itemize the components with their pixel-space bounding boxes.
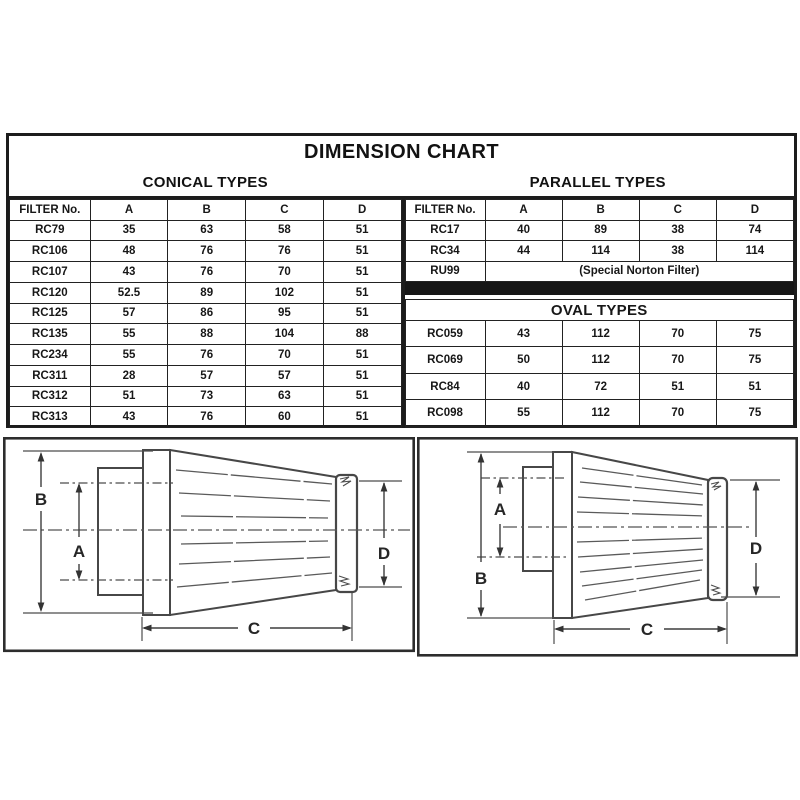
cell-a: 51 xyxy=(90,386,168,407)
section-title-conical: CONICAL TYPES xyxy=(142,174,268,191)
special-filter-note: (Special Norton Filter) xyxy=(485,261,793,282)
cell-filter-no: RC125 xyxy=(10,303,91,324)
cell-filter-no: RC312 xyxy=(10,386,91,407)
dim-label-c: C xyxy=(640,620,654,639)
parallel-oval-section xyxy=(402,199,795,428)
cell-c: 70 xyxy=(639,400,716,426)
table-row xyxy=(405,347,794,373)
conical-filter-diagram-2 xyxy=(417,437,798,658)
cell-d: 75 xyxy=(716,400,793,426)
cell-a: 40 xyxy=(485,220,562,241)
cell-d: 75 xyxy=(716,321,793,347)
table-row xyxy=(10,365,402,386)
cell-c: 63 xyxy=(246,386,324,407)
cone-body xyxy=(572,452,708,618)
header-filter-no: FILTER No. xyxy=(405,200,485,221)
cell-c: 58 xyxy=(246,220,324,241)
dim-label-b: B xyxy=(474,569,488,588)
cell-b: 76 xyxy=(168,241,246,262)
oval-title-row xyxy=(405,300,794,321)
cell-filter-no: RC120 xyxy=(10,282,91,303)
cell-c: 38 xyxy=(639,220,716,241)
cell-c: 70 xyxy=(639,347,716,373)
empty-filler-row xyxy=(405,426,794,427)
dim-label-d: D xyxy=(749,539,763,558)
cell-c: 70 xyxy=(639,321,716,347)
cell-filter-no: RC059 xyxy=(405,321,485,347)
cell-filter-no: RC098 xyxy=(405,400,485,426)
table-row xyxy=(10,241,402,262)
cell-b: 86 xyxy=(168,303,246,324)
header-a: A xyxy=(90,200,168,221)
header-d: D xyxy=(323,200,401,221)
oval-section xyxy=(405,299,795,428)
mounting-flange xyxy=(553,452,572,618)
dim-label-d: D xyxy=(377,544,391,563)
dim-label-b: B xyxy=(34,490,48,509)
cell-filter-no: RC79 xyxy=(10,220,91,241)
cell-b: 63 xyxy=(168,220,246,241)
end-cap xyxy=(336,475,357,592)
header-c: C xyxy=(639,200,716,221)
cell-c: 38 xyxy=(639,241,716,262)
black-divider-bar xyxy=(405,282,795,295)
section-title-parallel: PARALLEL TYPES xyxy=(529,174,666,191)
cell-a: 55 xyxy=(90,345,168,366)
cell-a: 52.5 xyxy=(90,282,168,303)
special-filter-row xyxy=(405,261,794,282)
mounting-flange xyxy=(143,450,170,615)
table-row xyxy=(10,262,402,283)
parallel-table xyxy=(405,199,795,282)
cell-c: 104 xyxy=(246,324,324,345)
table-row xyxy=(10,386,402,407)
cell-filter-no: RC34 xyxy=(405,241,485,262)
cell-a: 50 xyxy=(485,347,562,373)
conical-header-row xyxy=(10,200,402,221)
cell-d: 51 xyxy=(323,303,401,324)
cell-b: 88 xyxy=(168,324,246,345)
cell-filter-no: RC107 xyxy=(10,262,91,283)
cell-d: 51 xyxy=(716,373,793,399)
cell-b: 89 xyxy=(168,282,246,303)
cell-a: 43 xyxy=(90,262,168,283)
cell-d: 51 xyxy=(323,407,401,428)
dimension-chart xyxy=(6,133,797,428)
cell-b: 112 xyxy=(562,321,639,347)
chart-title: DIMENSION CHART xyxy=(304,141,499,163)
tables-grid xyxy=(9,196,794,428)
oval-table xyxy=(405,299,795,428)
cell-filter-no: RC84 xyxy=(405,373,485,399)
conical-filter-diagram xyxy=(3,437,415,654)
cell-d: 51 xyxy=(323,386,401,407)
cell-d: 51 xyxy=(323,262,401,283)
table-row xyxy=(10,345,402,366)
table-row xyxy=(10,407,402,428)
cell-b: 72 xyxy=(562,373,639,399)
cell-filter-no: RC135 xyxy=(10,324,91,345)
cell-d: 51 xyxy=(323,220,401,241)
cell-a: 43 xyxy=(485,321,562,347)
conical-table xyxy=(9,199,402,428)
cell-a: 55 xyxy=(485,400,562,426)
table-row xyxy=(10,282,402,303)
cell-filter-no: RC313 xyxy=(10,407,91,428)
cell-d: 114 xyxy=(716,241,793,262)
cell-d: 88 xyxy=(323,324,401,345)
cell-filter-no: RU99 xyxy=(405,261,485,282)
header-d: D xyxy=(716,200,793,221)
cell-a: 28 xyxy=(90,365,168,386)
cell-c: 51 xyxy=(639,373,716,399)
cell-d: 51 xyxy=(323,241,401,262)
table-row xyxy=(10,324,402,345)
header-b: B xyxy=(168,200,246,221)
cell-d: 51 xyxy=(323,365,401,386)
header-b: B xyxy=(562,200,639,221)
cell-filter-no: RC234 xyxy=(10,345,91,366)
cell-b: 73 xyxy=(168,386,246,407)
cell-c: 70 xyxy=(246,345,324,366)
parallel-header-row xyxy=(405,200,794,221)
header-c: C xyxy=(246,200,324,221)
cell-filter-no: RC069 xyxy=(405,347,485,373)
cell-a: 35 xyxy=(90,220,168,241)
table-row xyxy=(405,400,794,426)
cell-d: 51 xyxy=(323,345,401,366)
cell-filter-no: RC106 xyxy=(10,241,91,262)
cell-a: 43 xyxy=(90,407,168,428)
cell-d: 51 xyxy=(323,282,401,303)
cell-b: 76 xyxy=(168,345,246,366)
cell-b: 114 xyxy=(562,241,639,262)
end-cap xyxy=(708,478,727,600)
cell-a: 55 xyxy=(90,324,168,345)
table-row xyxy=(10,303,402,324)
cell-a: 48 xyxy=(90,241,168,262)
cell-a: 40 xyxy=(485,373,562,399)
section-title-row xyxy=(9,169,794,196)
cell-b: 89 xyxy=(562,220,639,241)
header-a: A xyxy=(485,200,562,221)
cell-c: 60 xyxy=(246,407,324,428)
cone-body xyxy=(170,450,336,615)
oval-section-title: OVAL TYPES xyxy=(405,300,794,321)
cell-d: 75 xyxy=(716,347,793,373)
cell-b: 76 xyxy=(168,262,246,283)
cell-a: 44 xyxy=(485,241,562,262)
dim-label-c: C xyxy=(247,619,261,638)
cell-c: 95 xyxy=(246,303,324,324)
cell-b: 112 xyxy=(562,400,639,426)
conical-section xyxy=(9,199,402,428)
dim-label-a: A xyxy=(493,500,507,519)
table-row xyxy=(405,241,794,262)
table-row xyxy=(405,373,794,399)
dim-label-a: A xyxy=(72,542,86,561)
cell-c: 57 xyxy=(246,365,324,386)
cell-b: 112 xyxy=(562,347,639,373)
cell-d: 74 xyxy=(716,220,793,241)
cell-c: 76 xyxy=(246,241,324,262)
table-row xyxy=(10,220,402,241)
inlet-neck xyxy=(98,468,143,595)
inlet-neck xyxy=(523,467,553,571)
cell-b: 57 xyxy=(168,365,246,386)
cell-c: 102 xyxy=(246,282,324,303)
cell-filter-no: RC17 xyxy=(405,220,485,241)
cell-b: 76 xyxy=(168,407,246,428)
header-filter-no: FILTER No. xyxy=(10,200,91,221)
cell-c: 70 xyxy=(246,262,324,283)
cell-filter-no: RC311 xyxy=(10,365,91,386)
table-row xyxy=(405,220,794,241)
table-row xyxy=(405,321,794,347)
cell-a: 57 xyxy=(90,303,168,324)
